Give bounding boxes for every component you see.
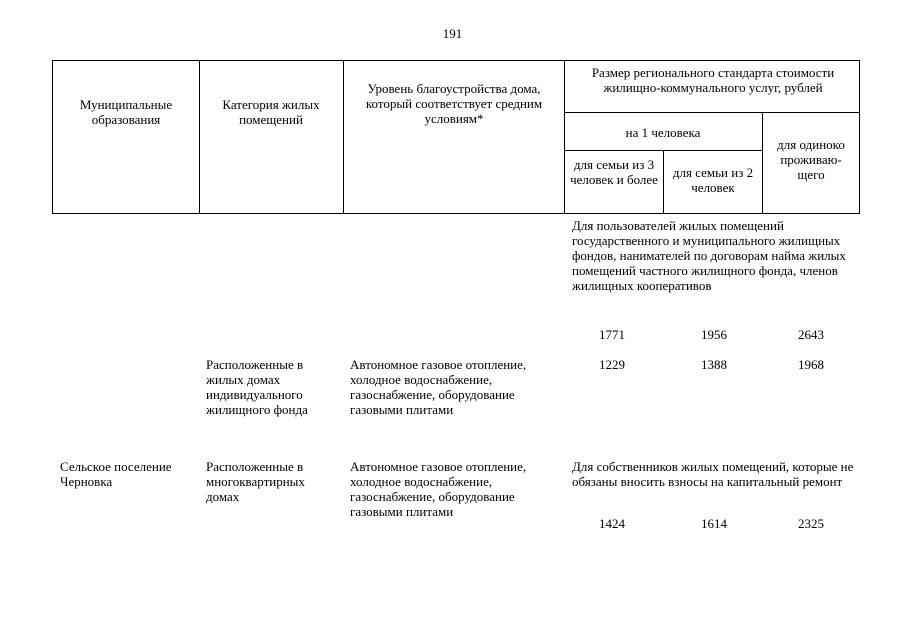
header-municipality: Муниципальные образования <box>79 97 173 127</box>
header-family2: для семьи из 2 человек <box>672 165 754 195</box>
row-improvement: Автономное газовое отопление, холодное водоснабжение, газоснабжение, оборудование газовыми плитами <box>350 357 527 417</box>
value-family3: 1424 <box>599 516 625 531</box>
row-note: Для пользователей жилых помещений государственного и муниципального жилищных фондов, нанимателей по договорам найма жилых помещений частного жилищного фонда, членов жилищных кооперативов <box>572 218 846 293</box>
column-divider <box>564 61 565 213</box>
row-category: Расположенные в многоквартирных домах <box>206 459 305 504</box>
row-note: Для собственников жилых помещений, которые не обязаны вносить взносы на капитальный ремонт <box>572 459 854 489</box>
column-divider <box>762 112 763 213</box>
value-single: 1968 <box>798 357 824 372</box>
row-category: Расположенные в жилых домах индивидуального жилищного фонда <box>206 357 308 417</box>
header-family3: для семьи из 3 человек и более <box>570 157 658 187</box>
column-divider <box>199 61 200 213</box>
value-family2: 1614 <box>701 516 727 531</box>
row-municipality: Сельское поселение Черновка <box>60 459 172 489</box>
value-single: 2643 <box>798 327 824 342</box>
table-header <box>52 60 860 214</box>
header-improvement: Уровень благоустройства дома, который соответствует средним условиям* <box>365 81 543 126</box>
column-divider <box>663 150 664 213</box>
column-divider <box>343 61 344 213</box>
row-divider <box>564 112 859 113</box>
header-standard-size: Размер регионального стандарта стоимости жилищно-коммунального услуг, рублей <box>591 65 835 95</box>
value-family3: 1229 <box>599 357 625 372</box>
header-per-person: на 1 человека <box>625 125 701 140</box>
row-improvement: Автономное газовое отопление, холодное водоснабжение, газоснабжение, оборудование газовыми плитами <box>350 459 527 519</box>
value-single: 2325 <box>798 516 824 531</box>
value-family3: 1771 <box>599 327 625 342</box>
value-family2: 1956 <box>701 327 727 342</box>
value-family2: 1388 <box>701 357 727 372</box>
header-category: Категория жилых помещений <box>222 97 320 127</box>
header-single: для одиноко проживаю-щего <box>777 137 845 182</box>
page-number: 191 <box>442 26 463 41</box>
